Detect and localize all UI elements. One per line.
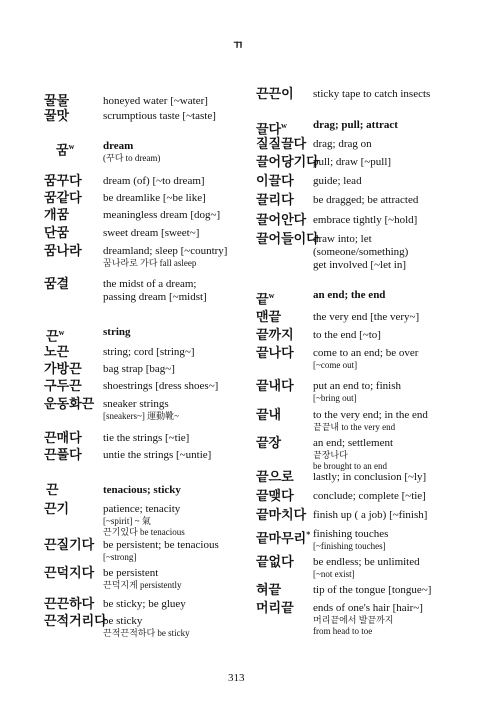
example-line: 끈덕지게 persistently [103,580,182,590]
entry-definition [103,175,205,188]
headword-text: 꿈 [56,143,69,159]
headword-text: 꿈나라 [44,244,82,259]
headword-text: 끈질기다 [44,538,95,553]
entry-definition [313,156,391,169]
definition-line: the very end [the very~] [313,311,420,323]
entry-headword [44,277,69,293]
definition-line: an end; settlement [313,437,394,449]
headword-text: 꿈같다 [44,191,82,206]
headword-text: 끈적거리다 [44,614,107,629]
entry-definition [313,194,418,207]
definition-line: sweet dream [sweet~] [103,227,200,239]
entry-headword [256,213,306,229]
headword-text: 이끌다 [256,174,294,189]
definition-line: untie the strings [~untie] [103,449,212,461]
entry-headword [256,527,310,547]
entry-headword [256,601,294,617]
example-line: from head to toe [313,626,373,636]
headword-text: 끝으로 [256,470,294,485]
entry-headword [44,345,69,361]
entry-definition [313,584,431,597]
entry-headword [256,508,306,524]
entry-definition [313,138,372,151]
definition-line: drag; pull; attract [313,119,398,131]
definition-line: honeyed water [~water] [103,95,208,107]
example-line: [~not exist] [313,569,355,579]
entry-headword [256,346,294,362]
entry-definition [103,484,181,497]
entry-headword [256,470,294,486]
example-line: [~spirit] ~ 氣 [103,516,151,526]
example-line: [~strong] [103,552,137,562]
example-line: 끈적끈적하다 be sticky [103,628,190,638]
definition-line: be dragged; be attracted [313,194,419,206]
definition-line: be dreamlike [~be like] [103,192,206,204]
definition-line: drag; drag on [313,138,372,150]
definition-line: tie the strings [~tie] [103,432,190,444]
definition-line: sticky tape to catch insects [313,88,431,100]
definition-line: dream (of) [~to dream] [103,175,205,187]
headword-text: 운동화끈 [44,397,95,412]
definition-line: dream [103,140,134,152]
definition-line: meaningless dream [dog~] [103,209,221,221]
headword-text: 꿈결 [44,277,70,292]
headword-text: 맨끝 [256,310,282,325]
entry-definition [103,598,186,611]
entry-definition [103,615,190,639]
entry-headword [44,244,82,260]
entry-headword [256,288,274,308]
entry-definition [103,140,160,164]
entry-definition [313,175,362,188]
headword-text: 끝내다 [256,379,294,394]
entry-definition [103,245,227,269]
entry-definition [313,509,427,522]
definition-line: lastly; in conclusion [~ly] [313,471,427,483]
entry-headword [44,538,94,554]
headword-text: 끈끈이 [256,87,294,102]
headword-marker: w [68,142,75,151]
entry-definition [313,289,385,302]
entry-definition [313,528,388,552]
entry-headword [44,109,69,125]
headword-text: 꿀물 [44,94,70,109]
entry-definition [103,192,206,205]
example-line: [~bring out] [313,393,357,403]
entry-headword [256,193,294,209]
definition-line: conclude; complete [~tie] [313,490,426,502]
definition-line: to the very end; in the end [313,409,428,421]
definition-line: guide; lead [313,175,362,187]
example-line: [~come out] [313,360,358,370]
entry-definition [313,380,401,404]
definition-line: an end; the end [313,289,386,301]
headword-text: 끌어안다 [256,213,307,228]
entry-definition [103,449,211,462]
entry-headword [44,397,94,413]
headword-text: 혀끝 [256,583,282,598]
headword-marker: * [306,530,311,539]
headword-text: 노끈 [44,345,70,360]
definition-line: string; cord [string~] [103,346,195,358]
definition-line: (someone/something) [313,246,409,258]
entry-headword [256,310,281,326]
entry-headword [256,379,294,395]
definition-line: be endless; be unlimited [313,556,420,568]
example-line: be brought to an end [313,461,387,471]
entry-headword [256,137,306,153]
entry-definition [103,227,199,240]
entry-definition [103,398,179,422]
entry-definition [313,347,418,371]
entry-headword [256,408,281,424]
definition-line: to the end [~to] [313,329,381,341]
section-letter: ㄲ [232,38,244,52]
entry-headword [256,583,281,599]
example-line: (꾸다 to dream) [103,153,161,163]
entry-headword [44,362,82,378]
entry-headword [44,226,69,242]
entry-definition [103,346,195,359]
definition-line: pull; draw [~pull] [313,156,392,168]
headword-text: 끝마치다 [256,508,307,523]
entry-headword [44,448,82,464]
entry-definition [313,329,381,342]
definition-line: dreamland; sleep [~country] [103,245,228,257]
headword-text: 끈끈하다 [44,597,95,612]
entry-definition [313,311,419,324]
entry-headword [46,483,59,499]
entry-headword [44,174,82,190]
entry-definition [313,119,398,132]
example-line: 끈기있다 be tenacious [103,527,185,537]
definition-line: tenacious; sticky [103,484,181,496]
example-line: 꿈나라로 가다 fall asleep [103,258,197,268]
entry-definition [103,432,189,445]
entry-headword [44,502,69,518]
headword-text: 끈 [46,329,59,345]
definition-line: shoestrings [dress shoes~] [103,380,219,392]
headword-text: 끝나다 [256,346,294,361]
entry-definition [103,567,182,591]
headword-text: 끈매다 [44,431,82,446]
page-number: 313 [228,672,245,684]
entry-headword [44,566,94,582]
example-line: [~finishing touches] [313,541,386,551]
entry-headword [256,174,294,190]
example-line: [sneakers~] 運動靴~ [103,411,179,421]
headword-text: 머리끝 [256,601,294,616]
entry-definition [103,380,218,393]
definition-line: embrace tightly [~hold] [313,214,418,226]
entry-headword [44,431,82,447]
entry-headword [44,94,69,110]
headword-marker: w [58,328,65,337]
entry-definition [103,326,131,339]
headword-text: 가방끈 [44,362,82,377]
headword-text: 끌리다 [256,193,294,208]
entry-definition [313,214,417,227]
headword-text: 개꿈 [44,208,70,223]
entry-headword [256,489,294,505]
headword-text: 끈기 [44,502,70,517]
entry-headword [256,87,294,103]
entry-definition [313,471,426,484]
entry-headword [44,614,107,630]
entry-definition [313,602,423,637]
definition-line: sneaker strings [103,398,169,410]
entry-definition [103,209,220,222]
definition-line: tip of the tongue [tongue~] [313,584,432,596]
headword-text: 끌어들이다 [256,232,319,247]
entry-headword [44,191,82,207]
entry-definition [313,409,428,433]
entry-headword [256,328,294,344]
definition-line: be sticky [103,615,143,627]
entry-headword [256,232,319,248]
entry-headword [256,155,319,171]
example-line: 끝장나다 [313,450,348,460]
definition-line: put an end to; finish [313,380,401,392]
headword-text: 끝까지 [256,328,294,343]
entry-headword [46,325,64,345]
entry-definition [103,539,219,563]
entry-headword [256,118,287,138]
definition-line: finish up ( a job) [~finish] [313,509,428,521]
headword-text: 끝 [256,292,269,308]
entry-headword [44,379,82,395]
headword-text: 단꿈 [44,226,70,241]
entry-definition [103,278,207,304]
definition-line: scrumptious taste [~taste] [103,110,216,122]
headword-text: 꿈꾸다 [44,174,82,189]
headword-text: 끌다 [256,122,282,138]
headword-text: 질질끌다 [256,137,307,152]
definition-line: bag strap [bag~] [103,363,175,375]
definition-line: be persistent; be tenacious [103,539,219,551]
headword-text: 꿀맛 [44,109,70,124]
entry-headword [44,597,94,613]
entry-definition [313,490,426,503]
definition-line: be sticky; be gluey [103,598,186,610]
headword-marker: w [281,121,287,130]
headword-text: 끈덕지다 [44,566,95,581]
example-line: 머리끝에서 발끝까지 [313,615,394,625]
entry-headword [256,555,294,571]
headword-text: 끝없다 [256,555,294,570]
headword-text: 끈풀다 [44,448,82,463]
entry-definition [313,556,420,580]
entry-definition [103,363,175,376]
definition-line: draw into; let [313,233,372,245]
definition-line: patience; tenacity [103,503,181,515]
entry-definition [103,503,185,538]
entry-definition [313,233,408,272]
entry-headword [256,436,281,452]
headword-text: 끝마무리 [256,531,307,547]
headword-text: 끝맺다 [256,489,294,504]
entry-headword [56,139,74,159]
definition-line: passing dream [~midst] [103,291,207,303]
headword-text: 끌어당기다 [256,155,319,170]
entry-definition [313,88,430,101]
entry-definition [103,110,216,123]
headword-text: 끝내 [256,408,282,423]
entry-headword [44,208,69,224]
headword-marker: w [268,291,275,300]
definition-line: finishing touches [313,528,389,540]
definition-line: ends of one's hair [hair~] [313,602,423,614]
entry-definition [103,95,208,108]
headword-text: 끝장 [256,436,282,451]
headword-text: 구두끈 [44,379,82,394]
definition-line: get involved [~let in] [313,259,407,271]
definition-line: the midst of a dream; [103,278,197,290]
definition-line: string [103,326,131,338]
example-line: 끝끝내 to the very end [313,422,396,432]
entry-definition [313,437,393,472]
definition-line: come to an end; be over [313,347,419,359]
definition-line: be persistent [103,567,159,579]
headword-text: 끈 [46,483,59,498]
